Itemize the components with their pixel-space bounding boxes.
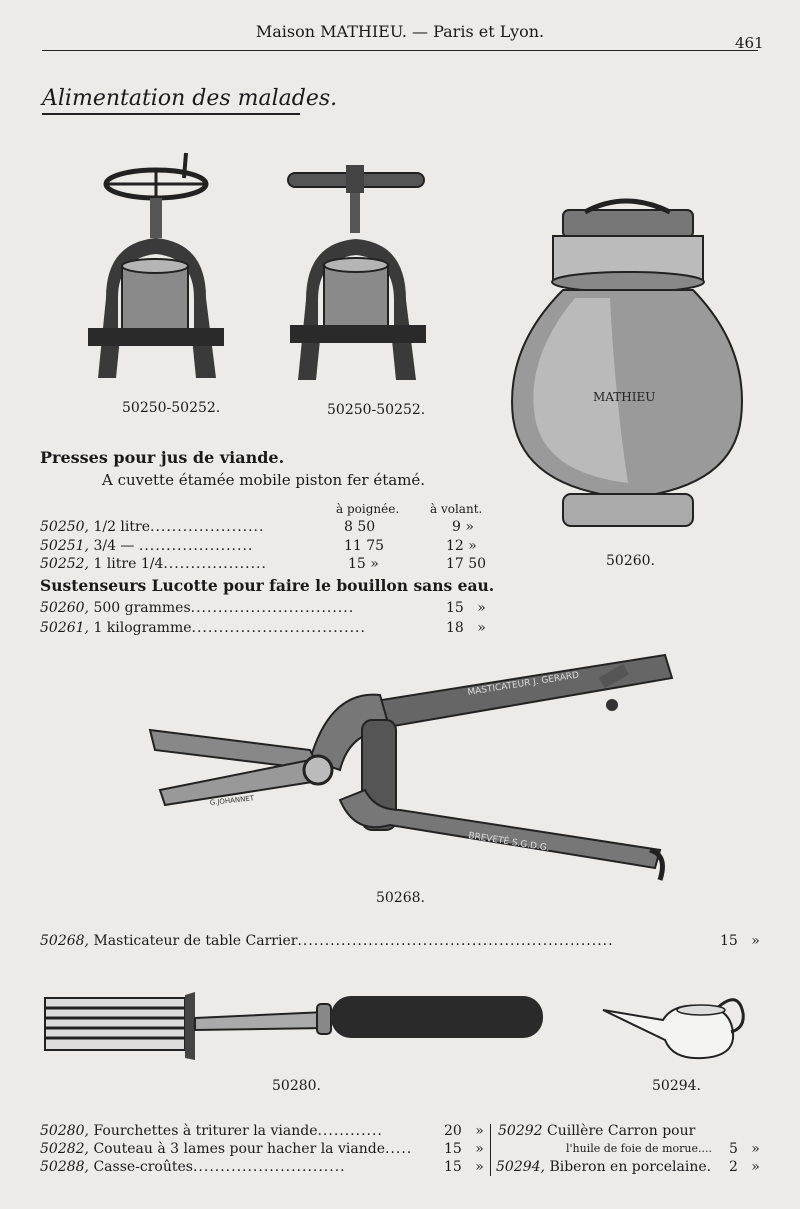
list-item: 50282, Couteau à 3 lames pour hacher la viande.....: [40, 1141, 413, 1157]
masticator-brand-engraving: MASTICATEUR J. GERARD: [466, 670, 580, 698]
list-item: 50268, Masticateur de table Carrier..........................................................: [40, 933, 614, 949]
price: 15 »: [444, 1159, 484, 1175]
list-item-continuation: l'huile de foie de morue....: [566, 1142, 712, 1155]
presses-heading: Presses pour jus de viande.: [40, 448, 285, 467]
meat-press-wheel-illustration: [88, 148, 228, 388]
caption-press-right: 50250-50252.: [327, 402, 426, 418]
list-item: 50251, 3/4 — .....................: [40, 538, 254, 554]
price-poignee: 8 50: [344, 519, 376, 535]
list-item: 50260, 500 grammes..............................: [40, 600, 355, 616]
presses-subheading: A cuvette étamée mobile piston fer étamé.: [102, 471, 426, 489]
running-head: Maison MATHIEU. — Paris et Lyon.: [255, 22, 545, 41]
price: 15 »: [720, 933, 760, 949]
price: 15 »: [446, 600, 486, 616]
caption-press-left: 50250-50252.: [122, 400, 221, 416]
price: 2 »: [729, 1159, 760, 1175]
caption-masticator: 50268.: [376, 890, 425, 906]
price: 5 »: [729, 1141, 760, 1157]
lucotte-jar-illustration: [505, 198, 750, 533]
list-item: 50261, 1 kilogramme................................: [40, 620, 366, 636]
list-item: 50292 Cuillère Carron pour: [498, 1123, 696, 1139]
meat-fork-illustration: [45, 990, 545, 1065]
engraver-signature: G.JOHANNET: [209, 794, 255, 807]
section-title-underline: [42, 113, 300, 115]
caption-fork: 50280.: [272, 1078, 321, 1094]
sustenseurs-heading: Sustenseurs Lucotte pour faire le bouillon sans eau.: [40, 576, 495, 595]
porcelain-feeder-illustration: [603, 988, 748, 1063]
section-title: Alimentation des malades.: [42, 86, 338, 111]
price-volant: 12 »: [446, 538, 477, 554]
list-item: 50280, Fourchettes à triturer la viande............: [40, 1123, 383, 1139]
price-poignee: 11 75: [344, 538, 385, 554]
list-item: 50294, Biberon en porcelaine.: [496, 1159, 712, 1175]
masticator-illustration: [150, 650, 675, 890]
price-poignee: 15 »: [348, 556, 379, 572]
price-volant: 9 »: [452, 519, 474, 535]
header-rule: [42, 50, 758, 51]
jar-label: MATHIEU: [593, 390, 656, 404]
page-number: 461: [735, 34, 764, 52]
column-header-volant: à volant.: [430, 502, 483, 516]
price-volant: 17 50: [446, 556, 487, 572]
list-item: 50252, 1 litre 1/4...................: [40, 556, 267, 572]
list-item: 50288, Casse-croûtes............................: [40, 1159, 346, 1175]
price: 20 »: [444, 1123, 484, 1139]
caption-jar: 50260.: [606, 553, 655, 569]
list-item: 50250, 1/2 litre.....................: [40, 519, 265, 535]
price: 18 »: [446, 620, 486, 636]
caption-feeder: 50294.: [652, 1078, 701, 1094]
price: 15 »: [444, 1141, 484, 1157]
meat-press-handle-illustration: [288, 165, 428, 390]
column-header-poignee: à poignée.: [336, 502, 400, 516]
column-divider: [490, 1124, 491, 1176]
masticator-patent-engraving: BREVETÉ S.G.D.G.: [467, 831, 551, 854]
